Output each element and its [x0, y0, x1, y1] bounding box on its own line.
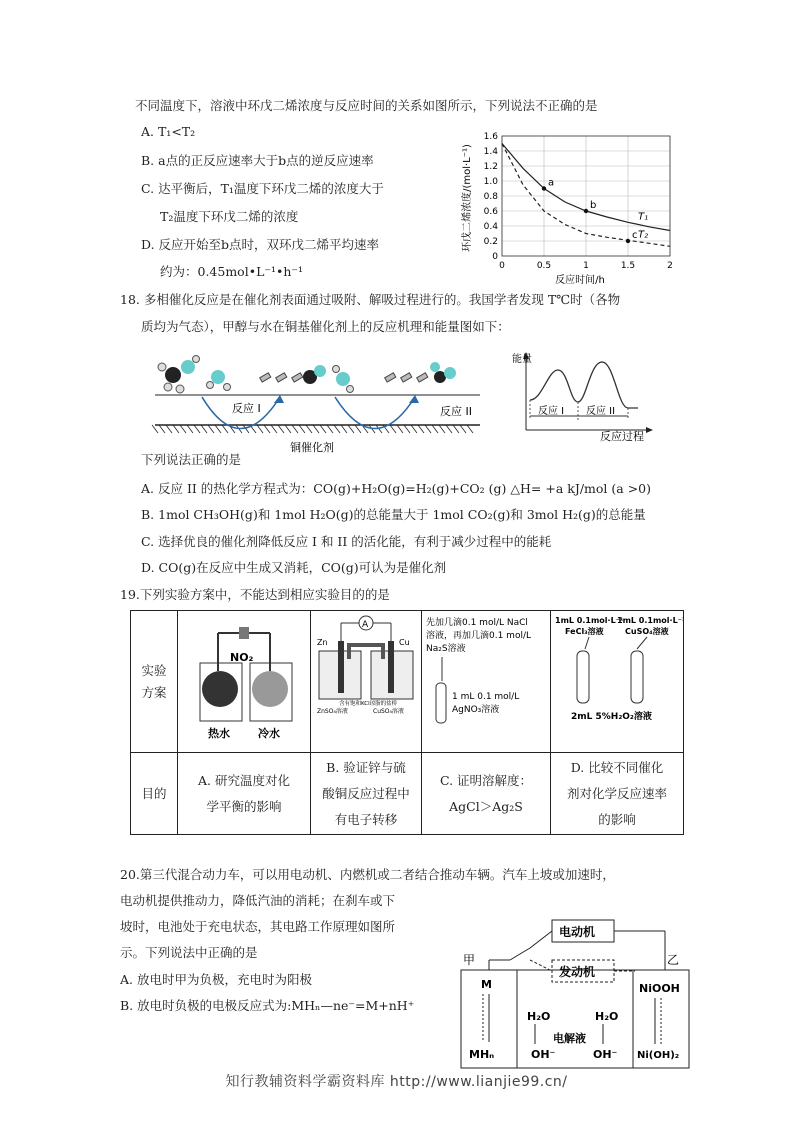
- y-tick-label: 0.8: [483, 192, 498, 202]
- x-tick-label: 0.5: [536, 261, 552, 271]
- purpose-c: C. 证明溶解度： AgCl＞Ag₂S: [422, 753, 551, 835]
- svg-text:CuSO₄溶液: CuSO₄溶液: [625, 627, 669, 636]
- x-tick-label: 1: [583, 261, 589, 271]
- scheme-c-figure: [422, 611, 550, 749]
- svg-text:Zn: Zn: [317, 638, 328, 647]
- svg-text:OH⁻: OH⁻: [531, 1048, 556, 1061]
- point-label: a: [548, 177, 555, 189]
- svg-text:ZnSO₄溶液: ZnSO₄溶液: [317, 708, 348, 715]
- scheme-c-cell: [422, 611, 551, 753]
- energy-ylabel: 能量: [512, 354, 532, 365]
- chart-xlabel: 反应时间/h: [555, 275, 605, 286]
- scheme-b-figure: [311, 611, 421, 749]
- concentration-time-chart: [460, 128, 682, 286]
- chart-ylabel: 环戊二烯浓度/(mol·L⁻¹): [462, 144, 473, 252]
- svg-text:1 mL 0.1 mol/L: 1 mL 0.1 mol/L: [452, 692, 520, 702]
- x-tick-label: 0: [499, 261, 505, 271]
- point-marker: [584, 209, 588, 213]
- q17-stem: 不同温度下，溶液中环戊二烯浓度与反应时间的关系如图所示，下列说法不正确的是: [135, 98, 598, 113]
- q18-lead: 下列说法正确的是: [141, 452, 242, 467]
- energy-xlabel: 反应过程: [600, 430, 644, 443]
- q20-line-4: 示。下列说法中正确的是: [120, 945, 258, 960]
- y-tick-label: 0.6: [483, 207, 498, 217]
- y-tick-label: 1.2: [483, 162, 498, 172]
- energy-label-r2: 反应 II: [586, 406, 616, 417]
- q17-option-a: A. T₁<T₂: [141, 124, 196, 139]
- svg-text:Cu: Cu: [399, 638, 410, 647]
- q20-line-3: 坡时，电池处于充电状态，其电路工作原理如图所: [120, 919, 396, 934]
- x-tick-label: 2: [667, 261, 673, 271]
- y-tick-label: 1.6: [483, 132, 498, 142]
- series-label: T₁: [638, 211, 649, 223]
- point-label: b: [590, 200, 597, 211]
- svg-text:Ni(OH)₂: Ni(OH)₂: [637, 1050, 680, 1061]
- svg-text:Na₂S溶液: Na₂S溶液: [426, 644, 466, 654]
- q20-line-2: 电动机提供推动力，降低汽油的消耗；在刹车或下: [120, 893, 396, 908]
- reaction-mechanism-diagram: [150, 345, 485, 455]
- svg-text:OH⁻: OH⁻: [593, 1048, 618, 1061]
- energy-label-r1: 反应 I: [538, 406, 565, 417]
- footer-watermark: 知行教辅资料学霸资料库 http://www.lianjie99.cn/: [225, 1074, 568, 1090]
- svg-text:电动机: 电动机: [559, 925, 596, 939]
- svg-text:发动机: 发动机: [559, 965, 596, 979]
- point-label: c: [632, 230, 638, 241]
- flask-dark: [202, 671, 238, 707]
- label-catalyst: 铜催化剂: [290, 441, 334, 454]
- svg-text:H₂O: H₂O: [527, 1010, 551, 1023]
- label-reaction-2: 反应 II: [440, 405, 472, 418]
- point-marker: [626, 239, 630, 243]
- q18-option-a: A. 反应 II 的热化学方程式为：CO(g)+H₂O(g)=H₂(g)+CO₂ (g) △H= +a kJ/mol (a >0): [141, 481, 652, 496]
- q18-option-c: C. 选择优良的催化剂降低反应 I 和 II 的活化能，有利于减少过程中的能耗: [141, 534, 552, 549]
- energy-curve: [530, 362, 638, 408]
- series-label: T₂: [638, 229, 649, 241]
- point-marker: [542, 186, 546, 190]
- row-head-purpose: 目的: [131, 753, 178, 835]
- svg-text:甲: 甲: [463, 953, 476, 967]
- label-hot-water: 热水: [208, 727, 230, 740]
- q18-option-b: B. 1mol CH₃OH(g)和 1mol H₂O(g)的总能量大于 1mol CO₂(g)和 3mol H₂(g)的总能量: [141, 507, 646, 522]
- scheme-a-figure: [178, 611, 310, 749]
- purpose-b: B. 验证锌与硫 酸铜反应过程中 有电子转移: [311, 753, 422, 835]
- hybrid-battery-circuit: [455, 912, 695, 1070]
- molecule-co: [303, 365, 326, 384]
- purpose-d: D. 比较不同催化 剂对化学反应速率 的影响: [551, 753, 684, 835]
- scheme-b-cell: [311, 611, 422, 753]
- y-tick-label: 0.2: [483, 237, 498, 247]
- q20-line-1: 20.第三代混合动力车，可以用电动机、内燃机或二者结合推动车辆。汽车上坡或加速时，: [120, 867, 615, 882]
- q18-stem-1: 18. 多相催化反应是在催化剂表面通过吸附、解吸过程进行的。我国学者发现 T℃时（各物: [120, 292, 621, 307]
- molecule-hydrogen-group-1: [260, 373, 303, 382]
- scheme-d-cell: [551, 611, 684, 753]
- svg-text:1mL 0.1mol·L⁻¹: 1mL 0.1mol·L⁻¹: [617, 616, 683, 625]
- q17-option-d: D. 反应开始至b点时，双环戊二烯平均速率: [141, 237, 380, 252]
- q18-option-d: D. CO(g)在反应中生成又消耗，CO(g)可认为是催化剂: [141, 560, 447, 575]
- svg-text:A: A: [362, 620, 369, 630]
- svg-text:2mL 5%H₂O₂溶液: 2mL 5%H₂O₂溶液: [571, 712, 652, 722]
- svg-text:MHₙ: MHₙ: [469, 1048, 495, 1061]
- q17-option-c-cont: T₂温度下环戊二烯的浓度: [160, 209, 299, 224]
- svg-text:H₂O: H₂O: [595, 1010, 619, 1023]
- q19-stem: 19.下列实验方案中，不能达到相应实验目的的是: [120, 587, 390, 602]
- svg-text:乙: 乙: [667, 953, 680, 967]
- y-tick-label: 1.0: [483, 177, 498, 187]
- label-reaction-1: 反应 I: [232, 402, 261, 415]
- scheme-a-cell: [178, 611, 311, 753]
- q20-option-b: B. 放电时负极的电极反应式为:MHₙ—ne⁻=M+nH⁺: [120, 998, 415, 1013]
- arrow-reaction-2: [335, 397, 415, 429]
- q20-option-a: A. 放电时甲为负极，充电时为阳极: [120, 972, 312, 987]
- flask-light: [252, 671, 288, 707]
- svg-text:NiOOH: NiOOH: [639, 982, 680, 995]
- catalyst-hatching: [152, 425, 473, 433]
- molecule-water-1: [207, 370, 231, 391]
- label-cold-water: 冷水: [258, 727, 280, 740]
- y-tick-label: 0.4: [483, 222, 498, 232]
- y-tick-label: 0: [492, 252, 498, 262]
- molecule-methanol: [158, 356, 200, 394]
- molecule-water-2: [333, 366, 354, 393]
- row-head-scheme: 实验 方案: [131, 611, 178, 753]
- q17-option-c: C. 达平衡后，T₁温度下环戊二烯的浓度大于: [141, 181, 384, 196]
- svg-text:含有饱和KCl琼脂的盐桥: 含有饱和KCl琼脂的盐桥: [339, 701, 398, 707]
- svg-text:CuSO₄溶液: CuSO₄溶液: [373, 708, 404, 715]
- energy-profile-diagram: [510, 350, 660, 445]
- q17-option-b: B. a点的正反应速率大于b点的逆反应速率: [141, 153, 374, 168]
- svg-text:M: M: [481, 978, 492, 991]
- svg-text:先加几滴0.1 mol/L NaCl: 先加几滴0.1 mol/L NaCl: [426, 618, 528, 628]
- q18-stem-2: 质均为气态），甲醇与水在铜基催化剂上的反应机理和能量图如下：: [141, 319, 510, 334]
- label-no2: NO₂: [230, 651, 254, 664]
- svg-text:FeCl₃溶液: FeCl₃溶液: [565, 627, 604, 636]
- x-tick-label: 1.5: [620, 261, 636, 271]
- svg-text:溶液，再加几滴0.1 mol/L: 溶液，再加几滴0.1 mol/L: [426, 631, 531, 641]
- svg-text:1mL 0.1mol·L⁻¹: 1mL 0.1mol·L⁻¹: [555, 616, 624, 625]
- experiment-table: [130, 610, 684, 835]
- purpose-a: A. 研究温度对化 学平衡的影响: [178, 753, 311, 835]
- molecule-hydrogen-group-2: [385, 373, 428, 382]
- scheme-d-figure: [551, 611, 683, 749]
- svg-text:电解液: 电解液: [553, 1032, 586, 1045]
- q17-option-d-cont: 约为：0.45mol•L⁻¹•h⁻¹: [160, 264, 304, 279]
- svg-text:AgNO₃溶液: AgNO₃溶液: [452, 705, 500, 715]
- molecule-co2: [430, 362, 456, 383]
- y-tick-label: 1.4: [483, 147, 498, 157]
